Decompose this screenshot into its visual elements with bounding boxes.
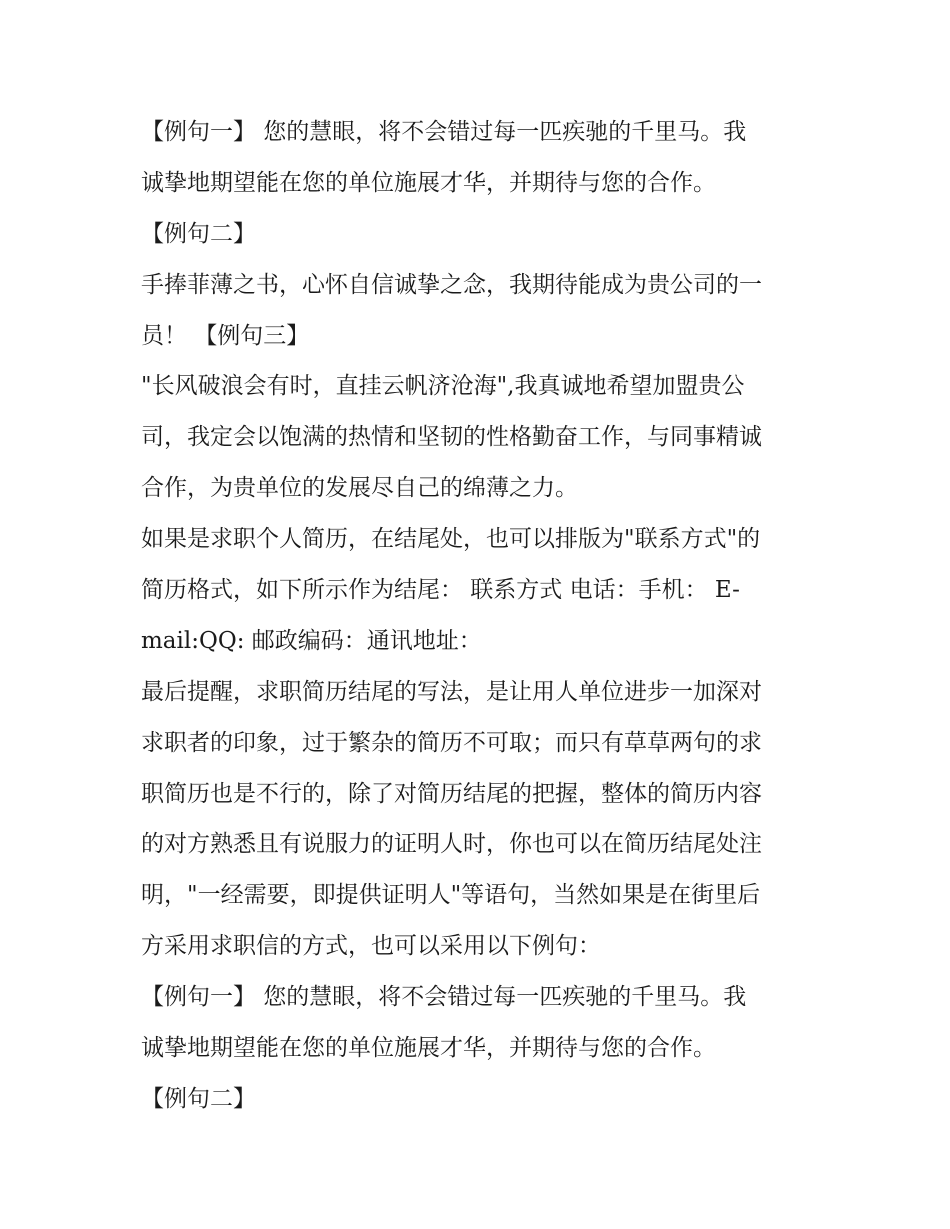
text-line: 的对方熟悉且有说服力的证明人时，你也可以在简历结尾处注 [141,831,762,858]
text-line: 诚挚地期望能在您的单位施展才华，并期待与您的合作。 [141,169,716,196]
text-line: 员！ 【例句三】 [141,322,310,349]
document-body [141,107,821,1125]
text-line: 手捧菲薄之书，心怀自信诚挚之念，我期待能成为贵公司的一 [141,271,762,298]
text-line: 明，"一经需要，即提供证明人"等语句，当然如果是在街里后 [141,882,761,909]
text-line: 如果是求职个人简历，在结尾处，也可以排版为"联系方式"的 [141,526,761,553]
text-line: 职简历也是不行的，除了对简历结尾的把握，整体的简历内容 [141,780,762,807]
text-line: 【例句二】 [141,1085,256,1112]
text-line: 【例句二】 [141,220,256,247]
text-line: 简历格式，如下所示作为结尾： 联系方式 电话：手机： E- [141,577,740,604]
text-line: 合作，为贵单位的发展尽自己的绵薄之力。 [141,475,578,502]
text-line: 诚挚地期望能在您的单位施展才华，并期待与您的合作。 [141,1035,716,1062]
text-line: mail:QQ: 邮政编码：通讯地址： [141,627,482,654]
text-line: 方采用求职信的方式，也可以采用以下例句： [141,933,601,960]
text-line: "长风破浪会有时，直挂云帆济沧海",我真诚地希望加盟贵公 [141,373,745,400]
text-line: 司，我定会以饱满的热情和坚韧的性格勤奋工作，与同事精诚 [141,424,762,451]
text-line: 求职者的印象，过于繁杂的简历不可取；而只有草草两句的求 [141,729,762,756]
text-line: 【例句一】 您的慧眼，将不会错过每一匹疾驰的千里马。我 [141,984,747,1011]
text-line: 【例句一】 您的慧眼，将不会错过每一匹疾驰的千里马。我 [141,119,747,145]
text-line: 最后提醒，求职简历结尾的写法，是让用人单位进步一加深对 [141,678,762,705]
